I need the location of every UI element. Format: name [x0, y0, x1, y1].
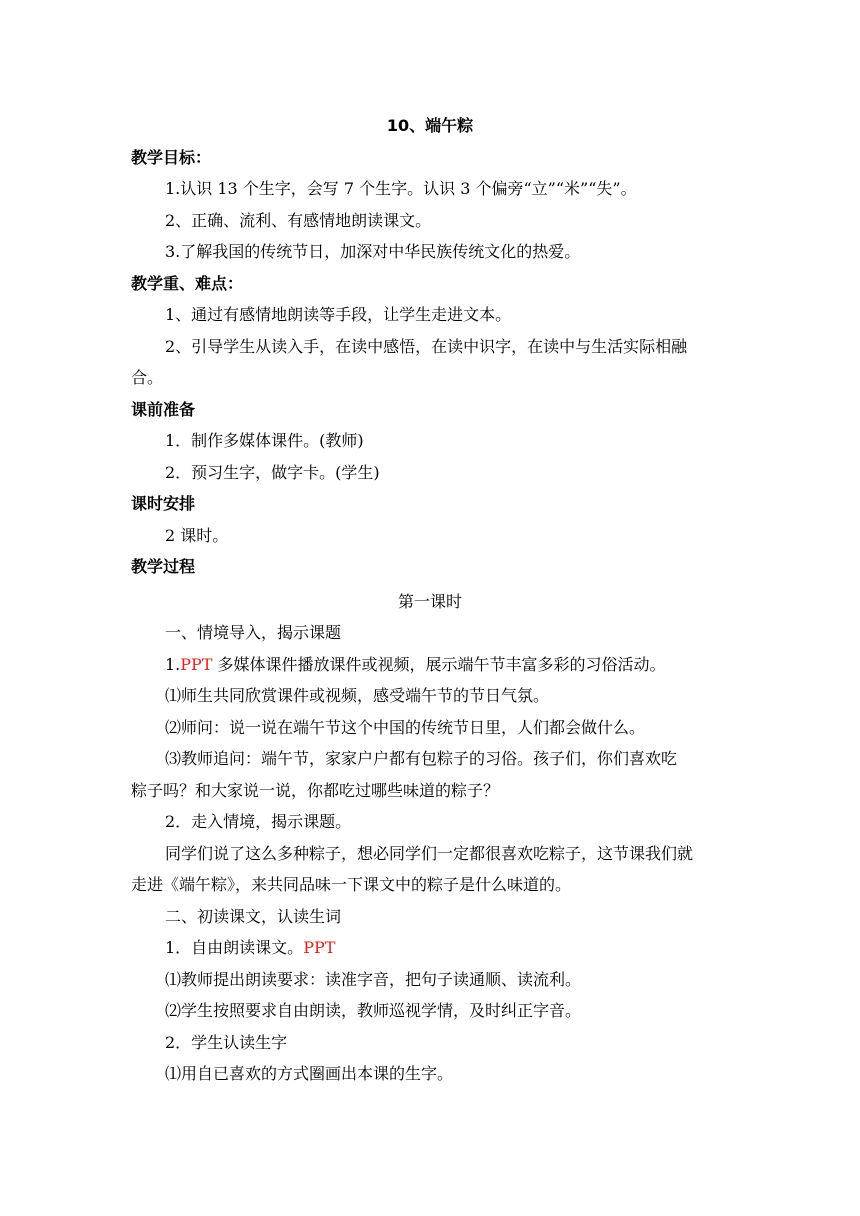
- step-1: [165, 655, 666, 675]
- key-points-heading: 教学重、难点：: [131, 274, 244, 293]
- sub-step-3-cont: 粽子吗？和大家说一说，你都吃过哪些味道的粽子？: [131, 781, 500, 800]
- intro-paragraph-cont: 走进《端午粽》，来共同品味一下课文中的粽子是什么味道的。: [131, 875, 572, 894]
- process-heading: 教学过程: [131, 557, 196, 576]
- sub-step-2: ⑵师问：说一说在端午节这个中国的传统节日里，人们都会做什么。: [165, 718, 646, 737]
- prep-item-2: 2．预习生字，做字卡。(学生): [165, 463, 380, 482]
- prep-item-1: 1．制作多媒体课件。(教师): [165, 431, 364, 450]
- lesson-title: 第一课时: [397, 592, 462, 611]
- document-title: 10、端午粽: [386, 116, 474, 135]
- schedule-text: 2 课时。: [165, 526, 229, 545]
- goal-item-3: 3.了解我国的传统节日，加深对中华民族传统文化的热爱。: [165, 242, 581, 261]
- key-point-item-2: 2、引导学生从读入手，在读中感悟，在读中识字，在读中与生活实际相融: [165, 337, 688, 356]
- intro-paragraph: 同学们说了这么多种粽子，想必同学们一定都很喜欢吃粽子，这节课我们就: [165, 844, 694, 863]
- step-2: 2．走入情境，揭示课题。: [165, 812, 352, 831]
- prep-heading: 课前准备: [131, 400, 196, 419]
- read-step-2: 2．学生认读生字: [165, 1033, 288, 1052]
- ppt-marker: PPT: [180, 655, 213, 674]
- step-1-number: 1.: [165, 655, 181, 674]
- goal-item-2: 2、正确、流利、有感情地朗读课文。: [165, 211, 432, 230]
- sub-step-3: ⑶教师追问：端午节，家家户户都有包粽子的习俗。孩子们，你们喜欢吃: [165, 749, 678, 768]
- read-sub-step-2: ⑵学生按照要求自由朗读，教师巡视学情，及时纠正字音。: [165, 1001, 582, 1020]
- key-point-item-2-cont: 合。: [131, 368, 164, 387]
- read-sub-step-3: ⑴用自已喜欢的方式圈画出本课的生字。: [165, 1064, 454, 1083]
- read-sub-step-1: ⑴教师提出朗读要求：读准字音，把句子读通顺、读流利。: [165, 970, 582, 989]
- section-2-title: 二、初读课文，认读生词: [165, 907, 342, 926]
- read-step-1-text: 1．自由朗读课文。: [165, 938, 304, 957]
- step-1-text: 多媒体课件播放课件或视频，展示端午节丰富多彩的习俗活动。: [212, 655, 666, 674]
- section-1-title: 一、情境导入，揭示课题: [165, 623, 342, 642]
- goals-heading: 教学目标：: [131, 148, 212, 167]
- key-point-item-1: 1、通过有感情地朗读等手段，让学生走进文本。: [165, 305, 512, 324]
- ppt-marker: PPT: [303, 938, 336, 957]
- sub-step-1: ⑴师生共同欣赏课件或视频，感受端午节的节日气氛。: [165, 686, 550, 705]
- read-step-1: [165, 938, 335, 958]
- goal-item-1: 1.认识 13 个生字，会写 7 个生字。认识 3 个偏旁“立”“米”“失”。: [165, 179, 637, 198]
- schedule-heading: 课时安排: [131, 494, 196, 513]
